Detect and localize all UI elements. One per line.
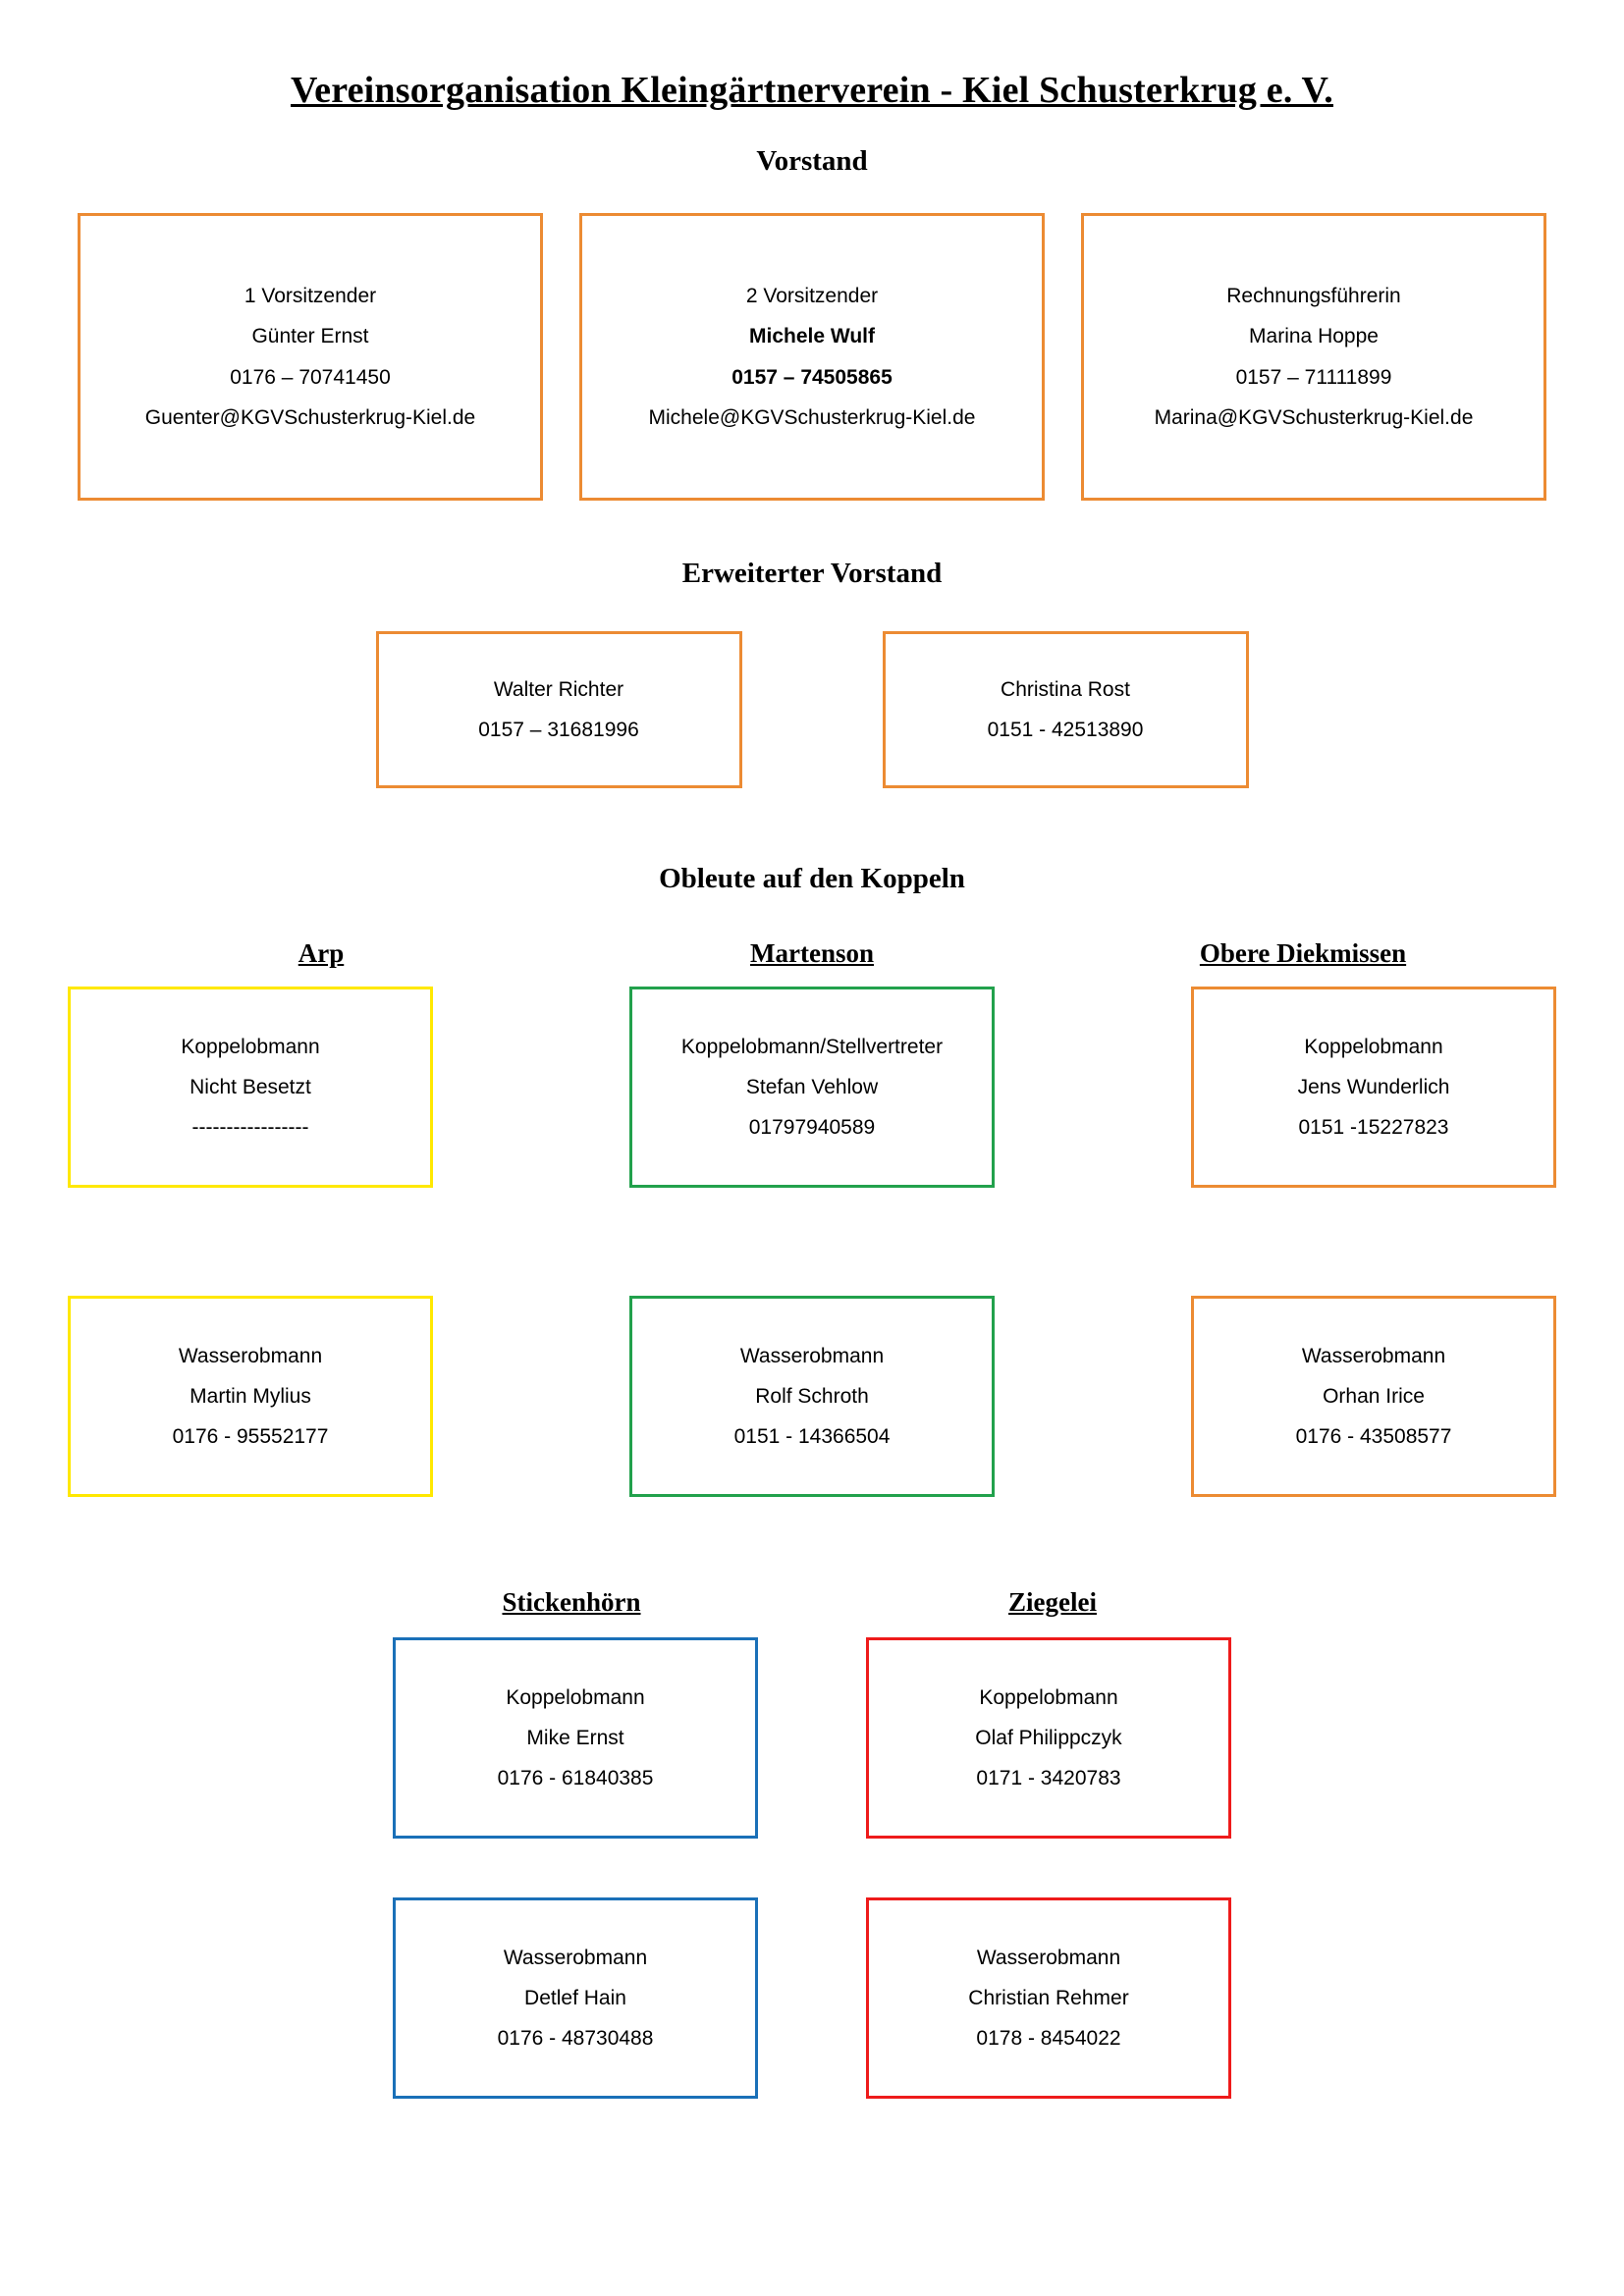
role-label: 2 Vorsitzender bbox=[745, 285, 879, 308]
koppel-title-obere-diekmissen: Obere Diekmissen bbox=[1199, 938, 1407, 968]
person-name: Martin Mylius bbox=[189, 1384, 311, 1408]
koppel-title-arp: Arp bbox=[298, 938, 345, 968]
koppelobmann-card-obere-diekmissen bbox=[1191, 987, 1556, 1188]
person-name: Detlef Hain bbox=[524, 1986, 626, 2009]
person-name: Orhan Irice bbox=[1323, 1384, 1425, 1408]
person-name: Michele Wulf bbox=[749, 325, 875, 348]
email-address: Michele@KGVSchusterkrug-Kiel.de bbox=[648, 405, 976, 429]
role-label: Wasserobmann bbox=[976, 1946, 1121, 1969]
phone-number: 0157 – 74505865 bbox=[731, 365, 893, 389]
role-label: Wasserobmann bbox=[503, 1946, 648, 1969]
section-title-vorstand: Vorstand bbox=[756, 145, 868, 177]
person-name: Günter Ernst bbox=[251, 325, 369, 348]
role-label: Rechnungsführerin bbox=[1226, 285, 1401, 308]
section-title-erweiterter-vorstand: Erweiterter Vorstand bbox=[681, 558, 943, 589]
phone-number: ----------------- bbox=[191, 1116, 309, 1140]
wasserobmann-card-arp bbox=[68, 1296, 433, 1497]
person-name: Marina Hoppe bbox=[1249, 325, 1379, 348]
koppelobmann-card-stickenhoern bbox=[393, 1637, 758, 1839]
vorstand-card-2 bbox=[579, 213, 1045, 501]
phone-number: 0157 – 31681996 bbox=[478, 719, 639, 741]
phone-number: 0151 -15227823 bbox=[1298, 1116, 1449, 1140]
person-name: Nicht Besetzt bbox=[189, 1075, 311, 1098]
role-label: Wasserobmann bbox=[739, 1344, 885, 1367]
koppel-group-titles-row1 bbox=[0, 938, 1624, 969]
koppelobmann-row-2 bbox=[0, 1637, 1624, 1839]
phone-number: 0176 - 61840385 bbox=[497, 1767, 654, 1790]
koppelobmann-card-arp bbox=[68, 987, 433, 1188]
role-label: Wasserobmann bbox=[178, 1344, 323, 1367]
vorstand-card-row bbox=[0, 213, 1624, 501]
phone-number: 0157 – 71111899 bbox=[1235, 365, 1392, 389]
person-name: Rolf Schroth bbox=[755, 1384, 869, 1408]
phone-number: 0176 - 43508577 bbox=[1295, 1425, 1452, 1449]
phone-number: 0176 – 70741450 bbox=[230, 365, 391, 389]
wasserobmann-card-ziegelei bbox=[866, 1897, 1231, 2099]
person-name: Olaf Philippczyk bbox=[975, 1726, 1122, 1749]
role-label: Koppelobmann bbox=[1304, 1035, 1443, 1058]
phone-number: 0151 - 14366504 bbox=[733, 1425, 891, 1449]
role-label: Koppelobmann bbox=[181, 1035, 320, 1058]
koppel-group-titles-row2 bbox=[0, 1587, 1624, 1618]
person-name: Christian Rehmer bbox=[968, 1986, 1129, 2009]
role-label: Koppelobmann bbox=[506, 1685, 645, 1709]
person-name: Walter Richter bbox=[493, 677, 624, 701]
obleute-grid bbox=[0, 938, 1624, 2099]
phone-number: 0176 - 48730488 bbox=[497, 2027, 654, 2051]
wasserobmann-card-martenson bbox=[629, 1296, 995, 1497]
wasserobmann-card-obere-diekmissen bbox=[1191, 1296, 1556, 1497]
erweiterter-vorstand-card-1 bbox=[376, 631, 742, 788]
phone-number: 0178 - 8454022 bbox=[976, 2027, 1121, 2051]
koppel-title-stickenhoern: Stickenhörn bbox=[502, 1587, 641, 1617]
erweiterter-vorstand-card-2 bbox=[883, 631, 1249, 788]
wasserobmann-row-1 bbox=[0, 1296, 1624, 1497]
koppelobmann-card-martenson bbox=[629, 987, 995, 1188]
phone-number: 0151 - 42513890 bbox=[987, 719, 1144, 741]
person-name: Jens Wunderlich bbox=[1297, 1075, 1450, 1098]
koppelobmann-row-1 bbox=[0, 987, 1624, 1188]
section-title-obleute: Obleute auf den Koppeln bbox=[659, 863, 965, 894]
role-label: 1 Vorsitzender bbox=[244, 285, 377, 308]
wasserobmann-row-2 bbox=[0, 1897, 1624, 2099]
person-name: Stefan Vehlow bbox=[745, 1075, 879, 1098]
wasserobmann-card-stickenhoern bbox=[393, 1897, 758, 2099]
vorstand-card-3 bbox=[1081, 213, 1546, 501]
person-name: Mike Ernst bbox=[526, 1726, 624, 1749]
email-address: Guenter@KGVSchusterkrug-Kiel.de bbox=[144, 405, 476, 429]
role-label: Koppelobmann bbox=[979, 1685, 1118, 1709]
vorstand-card-1 bbox=[78, 213, 543, 501]
koppel-title-martenson: Martenson bbox=[750, 938, 874, 968]
role-label: Koppelobmann/Stellvertreter bbox=[680, 1035, 944, 1058]
person-name: Christina Rost bbox=[1001, 677, 1130, 701]
koppel-title-ziegelei: Ziegelei bbox=[1008, 1587, 1097, 1617]
erweiterter-vorstand-card-row bbox=[0, 631, 1624, 788]
phone-number: 0176 - 95552177 bbox=[172, 1425, 329, 1449]
role-label: Wasserobmann bbox=[1301, 1344, 1446, 1367]
phone-number: 0171 - 3420783 bbox=[976, 1767, 1121, 1790]
phone-number: 01797940589 bbox=[748, 1116, 876, 1140]
email-address: Marina@KGVSchusterkrug-Kiel.de bbox=[1154, 405, 1474, 429]
page-title: Vereinsorganisation Kleingärtnerverein - Kiel Schusterkrug e. V. bbox=[291, 70, 1333, 111]
koppelobmann-card-ziegelei bbox=[866, 1637, 1231, 1839]
